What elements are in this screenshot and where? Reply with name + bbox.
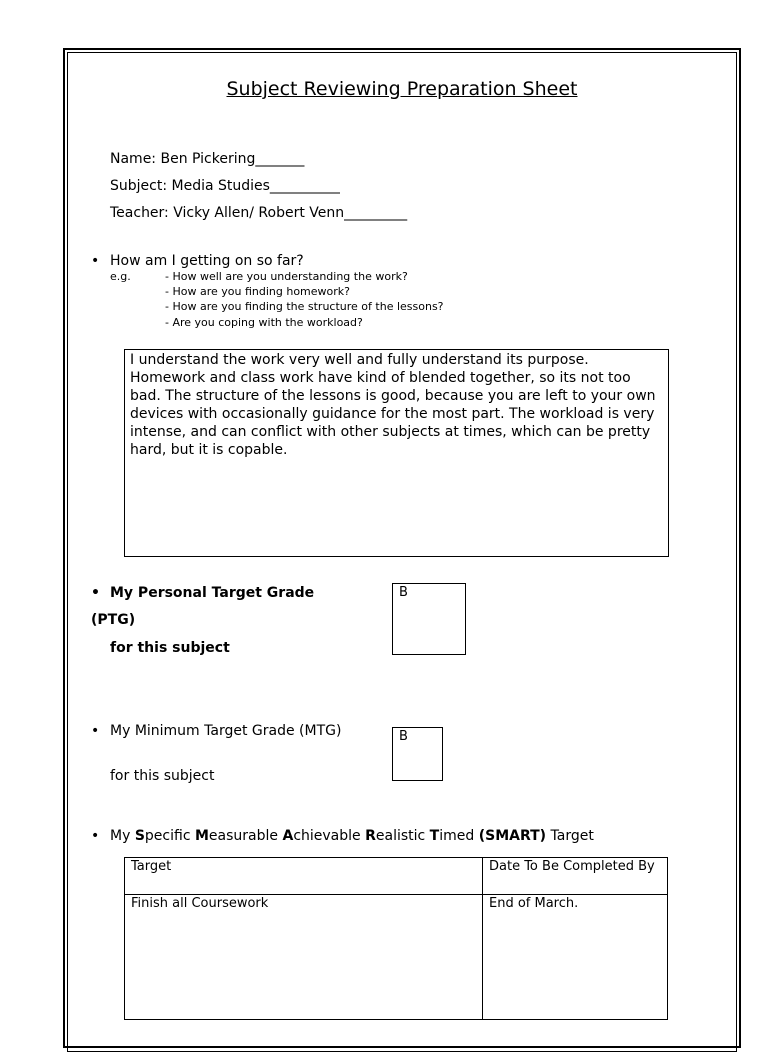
mtg-subject-label: for this subject xyxy=(110,768,215,784)
date-header: Date To Be Completed By xyxy=(483,858,668,895)
teacher-field: Teacher: Vicky Allen/ Robert Venn_________ xyxy=(110,205,408,221)
smart-heading: My Specific Measurable Achievable Realistic Timed (SMART) Target xyxy=(110,828,594,844)
table-row xyxy=(125,895,668,1020)
target-header: Target xyxy=(125,858,483,895)
progress-answer-box[interactable]: I understand the work very well and fully understand its purpose. Homework and class work have kind of blended together, so its not too bad. The structure of the lessons is good, because you are left to your own devices with occasionally guidance for the most part. The workload is very intense, and can conflict with other subjects at times, which can be pretty hard, but it is copable. xyxy=(124,349,669,557)
progress-question: How am I getting on so far? xyxy=(110,253,304,269)
prompt-understanding: - How well are you understanding the work? xyxy=(165,270,408,283)
target-cell[interactable]: Finish all Coursework xyxy=(125,895,483,1020)
bullet-icon: • xyxy=(91,585,100,601)
smart-target-table xyxy=(124,857,668,1020)
name-field: Name: Ben Pickering_______ xyxy=(110,151,305,167)
ptg-subject-label: for this subject xyxy=(110,640,230,656)
prompt-homework: - How are you finding homework? xyxy=(165,285,350,298)
eg-label: e.g. xyxy=(110,270,131,283)
mtg-label: My Minimum Target Grade (MTG) xyxy=(110,723,342,739)
prompt-structure: - How are you finding the structure of the lessons? xyxy=(165,300,444,313)
ptg-grade-box[interactable]: B xyxy=(392,583,466,655)
mtg-grade-box[interactable]: B xyxy=(392,727,443,781)
ptg-abbr: (PTG) xyxy=(91,612,136,628)
bullet-icon: • xyxy=(91,723,100,739)
subject-field: Subject: Media Studies__________ xyxy=(110,178,340,194)
prompt-workload: - Are you coping with the workload? xyxy=(165,316,363,329)
bullet-icon: • xyxy=(91,828,100,844)
date-cell[interactable]: End of March. xyxy=(483,895,668,1020)
page-title: Subject Reviewing Preparation Sheet xyxy=(226,78,578,100)
table-header-row xyxy=(125,858,668,895)
ptg-label: My Personal Target Grade xyxy=(110,585,315,601)
bullet-icon: • xyxy=(91,253,100,269)
